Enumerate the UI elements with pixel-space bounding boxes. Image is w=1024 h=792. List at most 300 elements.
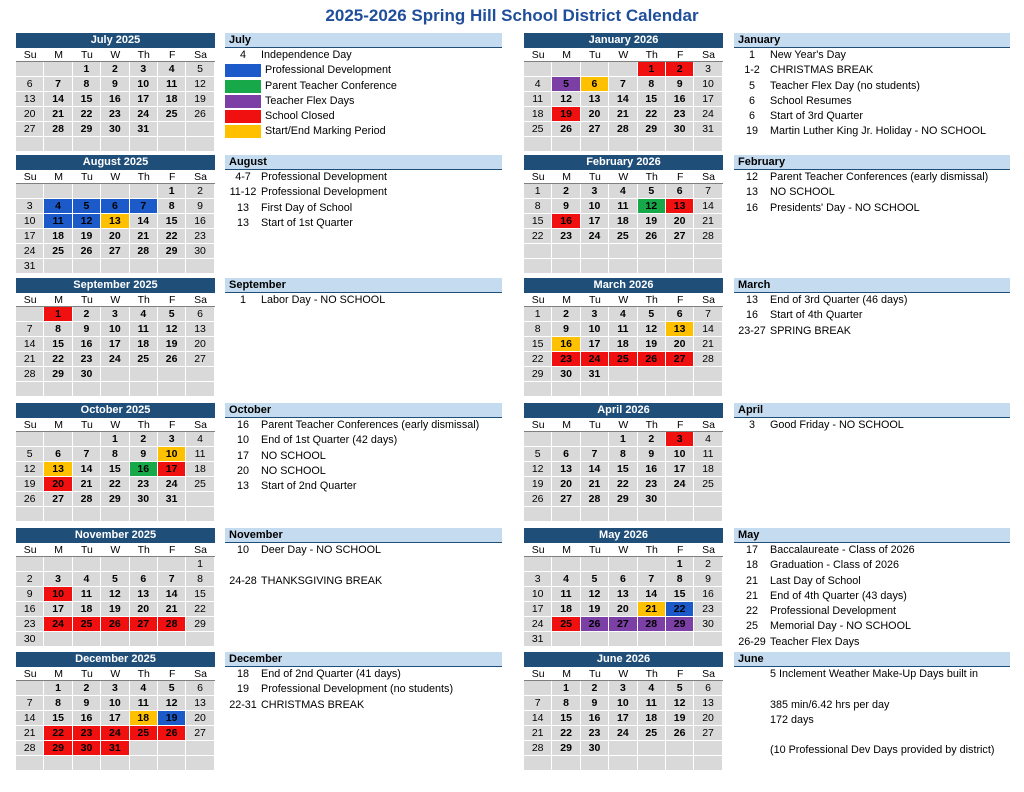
day-cell: [609, 741, 637, 756]
day-cell: 7: [524, 696, 552, 711]
day-cell: 23: [666, 107, 694, 122]
weekday-label: Sa: [694, 667, 722, 681]
page-title: 2025-2026 Spring Hill School District Calendar: [325, 6, 699, 25]
event-text: End of 4th Quarter (43 days): [770, 589, 907, 602]
day-cell: 1: [186, 557, 214, 572]
day-cell: 19: [16, 477, 44, 492]
day-cell: 5: [524, 447, 552, 462]
event-text: Teacher Flex Day (no students): [770, 79, 921, 92]
day-cell: 22: [44, 726, 72, 741]
day-cell: 28: [524, 741, 552, 756]
event-date: 22-31: [229, 698, 257, 711]
month-grid: [16, 667, 215, 771]
day-cell: [581, 259, 609, 274]
day-cell: 8: [101, 447, 129, 462]
month-grid: [524, 48, 723, 152]
day-cell: 20: [552, 477, 580, 492]
day-cell: 27: [186, 352, 214, 367]
day-cell: [638, 741, 666, 756]
event-row: [225, 185, 502, 200]
day-cell: 7: [694, 184, 722, 199]
day-cell: 20: [581, 107, 609, 122]
day-cell: [44, 62, 72, 77]
day-cell: [609, 137, 637, 152]
weekday-label: Sa: [186, 667, 214, 681]
event-text: Start of 2nd Quarter: [261, 480, 357, 493]
event-date: 3: [748, 419, 755, 431]
day-cell: [16, 557, 44, 572]
day-cell: 12: [552, 92, 580, 107]
day-cell: 13: [130, 587, 158, 602]
event-text: Professional Development: [261, 186, 388, 199]
event-date: 13: [236, 216, 249, 229]
day-cell: 5: [16, 447, 44, 462]
day-cell: [581, 382, 609, 397]
day-cell: 2: [73, 681, 101, 696]
day-cell: [581, 557, 609, 572]
day-cell: 29: [638, 122, 666, 137]
day-cell: 24: [694, 107, 722, 122]
day-cell: [130, 382, 158, 397]
day-cell: 17: [524, 602, 552, 617]
event-text: First Day of School: [261, 201, 353, 214]
day-cell: 20: [609, 602, 637, 617]
month-grid: [524, 293, 723, 397]
day-cell: 11: [130, 696, 158, 711]
weekday-label: Sa: [694, 293, 722, 307]
day-cell: [638, 507, 666, 522]
day-cell: [638, 557, 666, 572]
weekday-label: Sa: [186, 543, 214, 557]
day-cell: 15: [101, 462, 129, 477]
event-text: End of 1st Quarter (42 days): [261, 434, 398, 447]
event-row: [734, 604, 1010, 619]
day-cell: 8: [609, 447, 637, 462]
event-date: 18: [236, 668, 249, 680]
day-cell: 24: [581, 352, 609, 367]
event-text: Deer Day - NO SCHOOL: [261, 544, 381, 556]
month-calendar: [524, 403, 723, 522]
day-cell: 6: [44, 447, 72, 462]
day-cell: 1: [524, 184, 552, 199]
day-cell: 20: [186, 337, 214, 352]
event-date: [734, 743, 770, 758]
day-cell: [158, 756, 186, 771]
weekday-label: F: [666, 293, 694, 307]
day-cell: 7: [73, 447, 101, 462]
weekday-label: Sa: [186, 48, 214, 62]
month-events: [734, 33, 1010, 140]
weekday-label: M: [552, 170, 580, 184]
day-cell: [158, 632, 186, 647]
day-cell: 13: [186, 696, 214, 711]
event-date: 1: [239, 294, 246, 306]
event-row: [225, 574, 502, 589]
event-row: [734, 48, 1010, 63]
day-cell: [16, 307, 44, 322]
month-calendar: [524, 652, 723, 771]
day-cell: 29: [609, 492, 637, 507]
day-cell: [73, 259, 101, 274]
day-cell: 24: [158, 477, 186, 492]
month-events: [734, 278, 1010, 339]
day-cell: 6: [552, 447, 580, 462]
day-cell: 19: [638, 337, 666, 352]
day-cell: 21: [694, 214, 722, 229]
day-cell: 28: [694, 229, 722, 244]
day-cell: 30: [581, 741, 609, 756]
day-cell: 21: [158, 602, 186, 617]
event-row: [225, 418, 502, 433]
event-date: 10: [236, 434, 249, 447]
legend-swatch: [225, 110, 261, 123]
day-cell: 27: [101, 244, 129, 259]
month-calendar: [524, 33, 723, 152]
day-cell: 28: [130, 244, 158, 259]
day-cell: 23: [73, 726, 101, 741]
day-cell: 11: [552, 587, 580, 602]
day-cell: 1: [73, 62, 101, 77]
day-cell: 6: [101, 199, 129, 214]
day-cell: 10: [581, 199, 609, 214]
day-cell: [552, 244, 580, 259]
day-cell: 1: [638, 62, 666, 77]
day-cell: 25: [158, 107, 186, 122]
day-cell: 21: [524, 726, 552, 741]
weekday-label: M: [44, 543, 72, 557]
month-header: February 2026: [524, 155, 723, 170]
day-cell: 25: [552, 617, 580, 632]
event-date: 16: [236, 419, 249, 431]
weekday-label: Th: [638, 170, 666, 184]
day-cell: 19: [524, 477, 552, 492]
weekday-label: M: [552, 293, 580, 307]
day-cell: 3: [158, 432, 186, 447]
day-cell: [581, 432, 609, 447]
day-cell: [524, 557, 552, 572]
day-cell: [16, 681, 44, 696]
legend-item: [225, 124, 502, 139]
day-cell: [101, 259, 129, 274]
event-row: [225, 682, 502, 697]
day-cell: 9: [581, 696, 609, 711]
month-calendar: [16, 652, 215, 771]
day-cell: 10: [101, 322, 129, 337]
event-row: [734, 635, 1010, 650]
day-cell: 12: [666, 696, 694, 711]
day-cell: 27: [552, 492, 580, 507]
day-cell: 29: [44, 367, 72, 382]
events-header: July: [225, 33, 502, 48]
day-cell: 23: [552, 352, 580, 367]
day-cell: 11: [638, 696, 666, 711]
day-cell: 2: [16, 572, 44, 587]
event-text: Parent Teacher Conferences (early dismissal): [261, 419, 480, 431]
day-cell: [44, 137, 72, 152]
day-cell: 29: [44, 741, 72, 756]
month-header: June 2026: [524, 652, 723, 667]
day-cell: [73, 557, 101, 572]
event-text: CHRISTMAS BREAK: [770, 64, 874, 77]
day-cell: 22: [73, 107, 101, 122]
event-row: [225, 201, 502, 216]
day-cell: 17: [130, 92, 158, 107]
day-cell: 31: [130, 122, 158, 137]
weekday-label: Sa: [694, 543, 722, 557]
event-date: 18: [745, 559, 758, 572]
day-cell: 4: [552, 572, 580, 587]
day-cell: [524, 137, 552, 152]
legend-swatch: [225, 64, 261, 77]
day-cell: [694, 756, 722, 771]
day-cell: 15: [524, 214, 552, 229]
day-cell: 2: [73, 307, 101, 322]
events-header: August: [225, 155, 502, 170]
day-cell: 12: [73, 214, 101, 229]
weekday-label: M: [552, 418, 580, 432]
event-text: Graduation - Class of 2026: [770, 559, 900, 572]
day-cell: [666, 259, 694, 274]
day-cell: 2: [694, 557, 722, 572]
day-cell: 18: [158, 92, 186, 107]
day-cell: [609, 259, 637, 274]
weekday-label: W: [609, 293, 637, 307]
event-text: Professional Development (no students): [261, 683, 454, 696]
weekday-label: F: [158, 543, 186, 557]
day-cell: 6: [186, 307, 214, 322]
day-cell: 22: [609, 477, 637, 492]
day-cell: 26: [524, 492, 552, 507]
day-cell: 10: [694, 77, 722, 92]
month-grid: [524, 418, 723, 522]
day-cell: 22: [186, 602, 214, 617]
weekday-label: Su: [16, 543, 44, 557]
day-cell: 2: [581, 681, 609, 696]
day-cell: [16, 756, 44, 771]
day-cell: 14: [638, 587, 666, 602]
month-calendar: [16, 528, 215, 647]
event-row: [225, 48, 502, 63]
day-cell: [73, 756, 101, 771]
day-cell: [101, 184, 129, 199]
events-header: December: [225, 652, 502, 667]
events-header: June: [734, 652, 1010, 667]
day-cell: [73, 432, 101, 447]
day-cell: 4: [130, 681, 158, 696]
day-cell: 11: [186, 447, 214, 462]
event-date: 10: [236, 544, 249, 556]
day-cell: [44, 632, 72, 647]
month-grid: [16, 418, 215, 522]
day-cell: 4: [609, 184, 637, 199]
day-cell: 5: [581, 572, 609, 587]
month-grid: [16, 293, 215, 397]
day-cell: 3: [101, 307, 129, 322]
weekday-label: Tu: [581, 170, 609, 184]
day-cell: 13: [186, 322, 214, 337]
day-cell: 9: [694, 572, 722, 587]
event-date: 16: [745, 309, 758, 322]
day-cell: 16: [186, 214, 214, 229]
day-cell: 7: [158, 572, 186, 587]
event-date: 20: [236, 464, 249, 477]
day-cell: 30: [73, 367, 101, 382]
event-text: 385 min/6.42 hrs per day: [770, 698, 890, 711]
day-cell: 7: [130, 199, 158, 214]
event-row: [734, 543, 1010, 558]
day-cell: 20: [666, 337, 694, 352]
weekday-label: Sa: [694, 418, 722, 432]
day-cell: 6: [666, 184, 694, 199]
day-cell: 28: [16, 741, 44, 756]
event-row: [734, 109, 1010, 124]
legend-item: [225, 63, 502, 78]
weekday-label: W: [609, 543, 637, 557]
day-cell: 28: [694, 352, 722, 367]
day-cell: 25: [638, 726, 666, 741]
day-cell: 9: [16, 587, 44, 602]
weekday-label: M: [44, 667, 72, 681]
day-cell: 18: [186, 462, 214, 477]
day-cell: 10: [524, 587, 552, 602]
day-cell: 15: [73, 92, 101, 107]
day-cell: [73, 632, 101, 647]
day-cell: 16: [130, 462, 158, 477]
weekday-label: Su: [16, 170, 44, 184]
event-row: [225, 433, 502, 448]
day-cell: 20: [44, 477, 72, 492]
weekday-label: Tu: [73, 170, 101, 184]
weekday-label: Th: [130, 170, 158, 184]
event-row: [734, 170, 1010, 185]
day-cell: 29: [186, 617, 214, 632]
weekday-label: F: [158, 667, 186, 681]
event-text: 172 days: [770, 713, 814, 726]
event-text: New Year's Day: [770, 49, 846, 61]
event-date: 24-28: [229, 574, 257, 587]
weekday-label: F: [666, 667, 694, 681]
day-cell: 27: [666, 352, 694, 367]
day-cell: 15: [666, 587, 694, 602]
day-cell: 10: [130, 77, 158, 92]
event-row: [734, 728, 1010, 743]
day-cell: [101, 367, 129, 382]
day-cell: [158, 557, 186, 572]
weekday-label: F: [666, 543, 694, 557]
day-cell: 12: [638, 322, 666, 337]
day-cell: 4: [524, 77, 552, 92]
weekday-label: Th: [638, 667, 666, 681]
events-header: March: [734, 278, 1010, 293]
day-cell: 13: [552, 462, 580, 477]
day-cell: 5: [638, 307, 666, 322]
event-date: 22: [745, 605, 758, 618]
day-cell: 8: [73, 77, 101, 92]
day-cell: 4: [609, 307, 637, 322]
event-row: [225, 464, 502, 479]
event-text: Parent Teacher Conferences (early dismissal): [770, 171, 989, 183]
weekday-label: W: [101, 48, 129, 62]
day-cell: 7: [581, 447, 609, 462]
day-cell: 18: [130, 337, 158, 352]
day-cell: 21: [16, 352, 44, 367]
event-text: School Closed: [265, 110, 335, 123]
day-cell: 26: [186, 107, 214, 122]
day-cell: 20: [186, 711, 214, 726]
day-cell: 9: [186, 199, 214, 214]
day-cell: 24: [130, 107, 158, 122]
event-date: 23-27: [738, 324, 766, 337]
weekday-label: W: [609, 667, 637, 681]
day-cell: [158, 741, 186, 756]
legend-swatch: [225, 95, 261, 108]
event-text: Last Day of School: [770, 574, 861, 587]
day-cell: 20: [666, 214, 694, 229]
day-cell: 19: [186, 92, 214, 107]
day-cell: [581, 244, 609, 259]
day-cell: 6: [16, 77, 44, 92]
day-cell: 24: [16, 244, 44, 259]
weekday-label: Su: [524, 170, 552, 184]
day-cell: [666, 756, 694, 771]
event-row: [734, 619, 1010, 634]
event-date: 13: [236, 201, 249, 214]
day-cell: 22: [158, 229, 186, 244]
weekday-label: Th: [130, 293, 158, 307]
event-row: [225, 698, 502, 713]
day-cell: 19: [101, 602, 129, 617]
day-cell: 10: [581, 322, 609, 337]
day-cell: 29: [73, 122, 101, 137]
day-cell: [186, 122, 214, 137]
day-cell: 27: [581, 122, 609, 137]
day-cell: 8: [524, 199, 552, 214]
legend-swatch: [225, 80, 261, 93]
day-cell: 10: [101, 696, 129, 711]
event-row: [225, 667, 502, 682]
event-date: [734, 713, 770, 728]
event-text: NO SCHOOL: [261, 449, 326, 462]
events-header: February: [734, 155, 1010, 170]
weekday-label: F: [666, 418, 694, 432]
weekday-label: Sa: [694, 170, 722, 184]
day-cell: [552, 557, 580, 572]
weekday-label: Su: [524, 543, 552, 557]
day-cell: [638, 367, 666, 382]
day-cell: [666, 137, 694, 152]
day-cell: [524, 432, 552, 447]
day-cell: [130, 557, 158, 572]
day-cell: [73, 137, 101, 152]
day-cell: 12: [638, 199, 666, 214]
day-cell: 30: [552, 367, 580, 382]
day-cell: 8: [638, 77, 666, 92]
day-cell: [130, 507, 158, 522]
weekday-label: F: [666, 48, 694, 62]
day-cell: [158, 367, 186, 382]
day-cell: [158, 382, 186, 397]
day-cell: 13: [666, 322, 694, 337]
day-cell: [524, 259, 552, 274]
event-row: [225, 558, 502, 573]
weekday-label: W: [101, 170, 129, 184]
day-cell: 26: [101, 617, 129, 632]
weekday-label: Tu: [581, 667, 609, 681]
day-cell: [609, 367, 637, 382]
event-text: CHRISTMAS BREAK: [261, 698, 365, 711]
day-cell: 7: [609, 77, 637, 92]
event-row: [225, 449, 502, 464]
